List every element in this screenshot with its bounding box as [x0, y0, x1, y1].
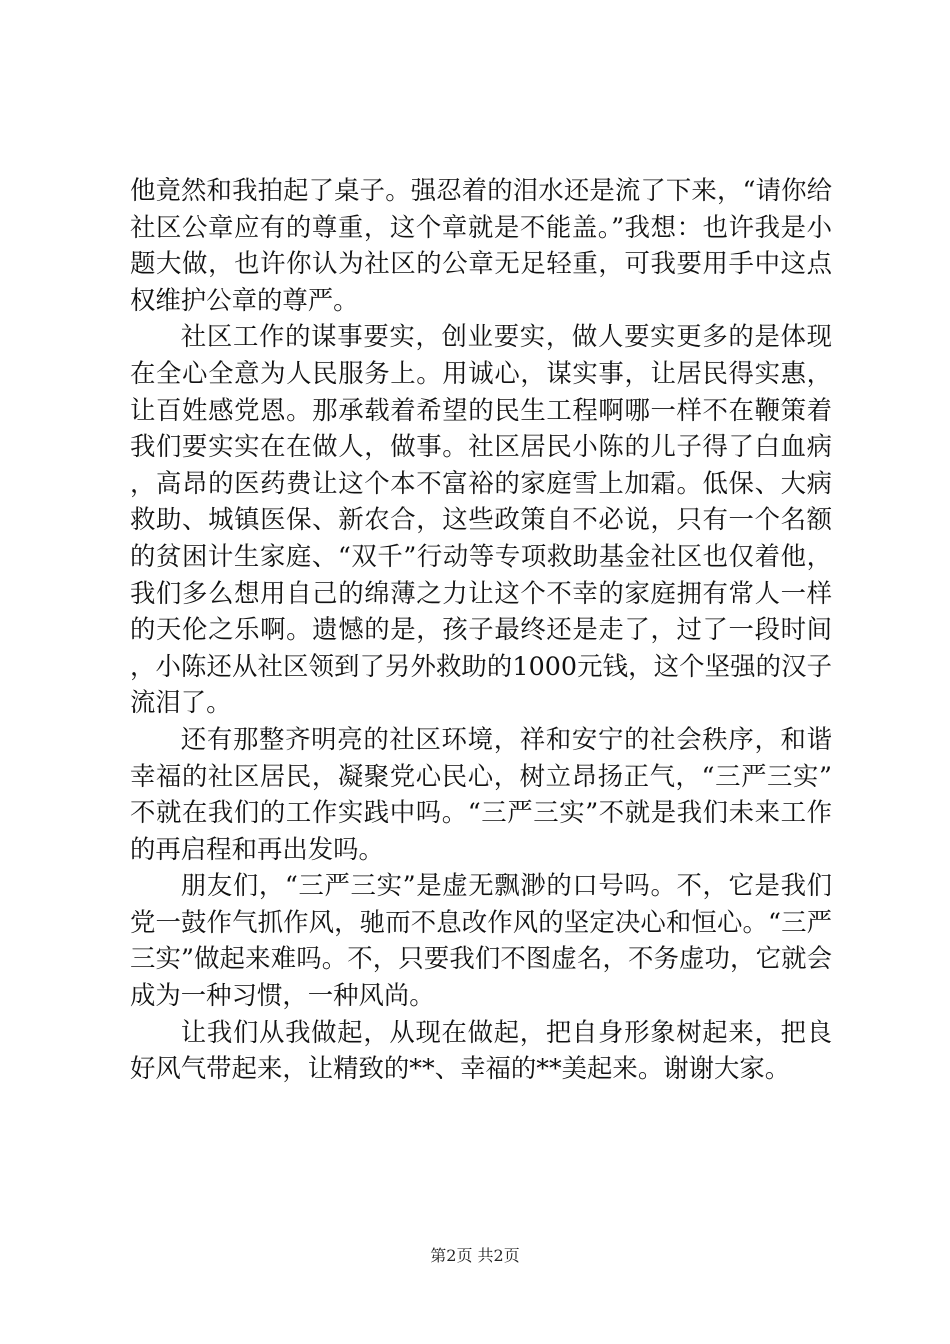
paragraph-friends: 朋友们，“三严三实”是虚无飘渺的口号吗。不，它是我们党一鼓作气抓作风，驰而不息改作风的坚定决心和恒心。“三严三实”做起来难吗。不，只要我们不图虚名，不务虚功，它就会成为一种习惯，一种风尚。 — [130, 870, 832, 1011]
paragraph-community-work: 社区工作的谋事要实，创业要实，做人要实更多的是体现在全心全意为人民服务上。用诚心，谋实事，让居民得实惠，让百姓感党恩。那承载着希望的民生工程啊哪一样不在鞭策着我们要实实在在做人，做事。社区居民小陈的儿子得了白血病，高昂的医药费让这个本不富裕的家庭雪上加霜。低保、大病救助、城镇医保、新农合，这些政策自不必说，只有一个名额的贫困计生家庭、“双千”行动等专项救助基金社区也仅着他，我们多么想用自己的绵薄之力让这个不幸的家庭拥有常人一样的天伦之乐啊。遗憾的是，孩子最终还是走了，过了一段时间，小陈还从社区领到了另外救助的1000元钱，这个坚强的汉子流泪了。 — [130, 321, 832, 718]
paragraph-community-environment: 还有那整齐明亮的社区环境，祥和安宁的社会秩序，和谐幸福的社区居民，凝聚党心民心，树立昂扬正气，“三严三实”不就在我们的工作实践中吗。“三严三实”不就是我们未来工作的再启程和再出发吗。 — [130, 723, 832, 864]
paragraph-continuation: 他竟然和我拍起了桌子。强忍着的泪水还是流了下来，“请你给社区公章应有的尊重，这个章就是不能盖。”我想：也许我是小题大做，也许你认为社区的公章无足轻重，可我要用手中这点权维护公章的尊严。 — [130, 175, 832, 315]
page-number-footer: 第2页 共2页 — [430, 1246, 520, 1265]
document-body — [130, 172, 832, 1087]
paragraph-closing: 让我们从我做起，从现在做起，把自身形象树起来，把良好风气带起来，让精致的**、幸福的**美起来。谢谢大家。 — [130, 1016, 832, 1084]
